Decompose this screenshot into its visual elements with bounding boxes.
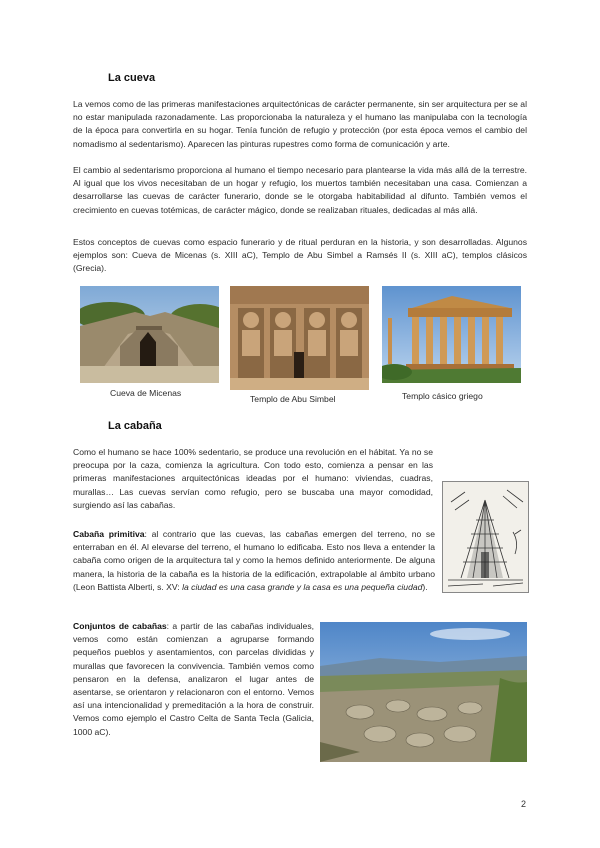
page-number: 2 (521, 799, 527, 809)
photo-templo-griego (382, 286, 521, 383)
caption-templo-griego: Templo cásico griego (402, 391, 483, 401)
text-cabana-primitiva: : al contrario que las cuevas, las cabañas emergen del terreno, no se enterraban en él. Al elevarse del terreno, el humano lo edificaba. Esto nos lleva a entender la cabaña como origen de la arquitectura tal y como la hemos definido anteriormente. De alguna manera, la historia de la cabaña es la historia de la edificación, extrapolable al ámbito urbano (Leon Battista Alberti, s. XV: (73, 529, 436, 592)
paragraph-conjuntos-cabanas (73, 620, 314, 739)
caption-abu-simbel: Templo de Abu Simbel (250, 394, 336, 404)
photo-abu-simbel (230, 286, 369, 390)
paragraph-cabana-primitiva (73, 528, 435, 594)
paragraph-cueva-3: Estos conceptos de cuevas como espacio funerario y de ritual perduran en la historia, y son desarrolladas. Algunos ejemplos son: Cueva de Micenas (s. XIII aC), Templo de Abu Simbel a Ramsés II (s. XIII aC), templos clásicos (Grecia). (73, 237, 527, 274)
illustration-cabana-primitiva (442, 481, 529, 593)
photo-cueva-micenas (80, 286, 219, 383)
quote-alberti: la ciudad es una casa grande y la casa es una pequeña ciudad (182, 581, 423, 592)
term-cabana-primitiva: Cabaña primitiva (73, 529, 145, 539)
section-title-cueva: La cueva (108, 72, 156, 84)
paragraph-cabana-intro: Como el humano se hace 100% sedentario, se produce una revolución en el hábitat. Ya no se preocupa por la caza, comienza la agricultura. Con todo esto, comienza a pensar en las primeras manifestaciones arquitectónicas ideadas por el humano: viviendas, cuadras, murallas… Las cuevas servían como refugio, pero se buscaba una mayor comodidad, surgiendo así las cabañas. (73, 447, 433, 510)
paragraph-cueva-1: La vemos como de las primeras manifestaciones arquitectónicas de carácter permanente, sin ser arquitectura per se al no estar manipulada razonadamente. Las proporcionaba la naturaleza y el humano las manipulaba con la tecnología de la época para convertirla en su hogar. Tenía función de refugio y protección (por esta época vemos el cambio del nomadismo al sedentarismo). Aparecen las pinturas rupestres como forma de comunicación y arte. (73, 99, 527, 149)
section-title-cabana: La cabaña (108, 420, 162, 432)
text-end: ). (422, 581, 428, 592)
paragraph-cueva-2: El cambio al sedentarismo proporciona al humano el tiempo necesario para plantearse la vida más allá de la terrestre. Al igual que los vivos necesitaban de un hogar y refugio, los muertos también necesitaban una casa. Comienzan a desarrollarse las cuevas de carácter funerario, donde se le otorgaba habitabilidad al difunto. También vemos el crecimiento en cuevas totémicas, de carácter mágico, donde se realizaban rituales, dedicadas al más allá. (73, 165, 527, 215)
term-conjuntos-cabanas: Conjuntos de cabañas (73, 621, 167, 631)
caption-cueva-micenas: Cueva de Micenas (110, 388, 182, 398)
photo-castro-santa-tecla (320, 622, 527, 762)
text-conjuntos-cabanas: : a partir de las cabañas individuales, vemos como están comienzan a agruparse formando pequeños pueblos y asentamientos, con parcelas divididas y murallas que favorecen la convivencia. También vemos como pensaron en la defensa, analizaron el lugar antes de asentarse, se orientaron y relacionaron con el entorno. Vemos así una intencionalidad y premeditación a la hora de construir. Vemos como ejemplo el Castro Celta de Santa Tecla (Galicia, 1000 aC). (73, 621, 315, 737)
